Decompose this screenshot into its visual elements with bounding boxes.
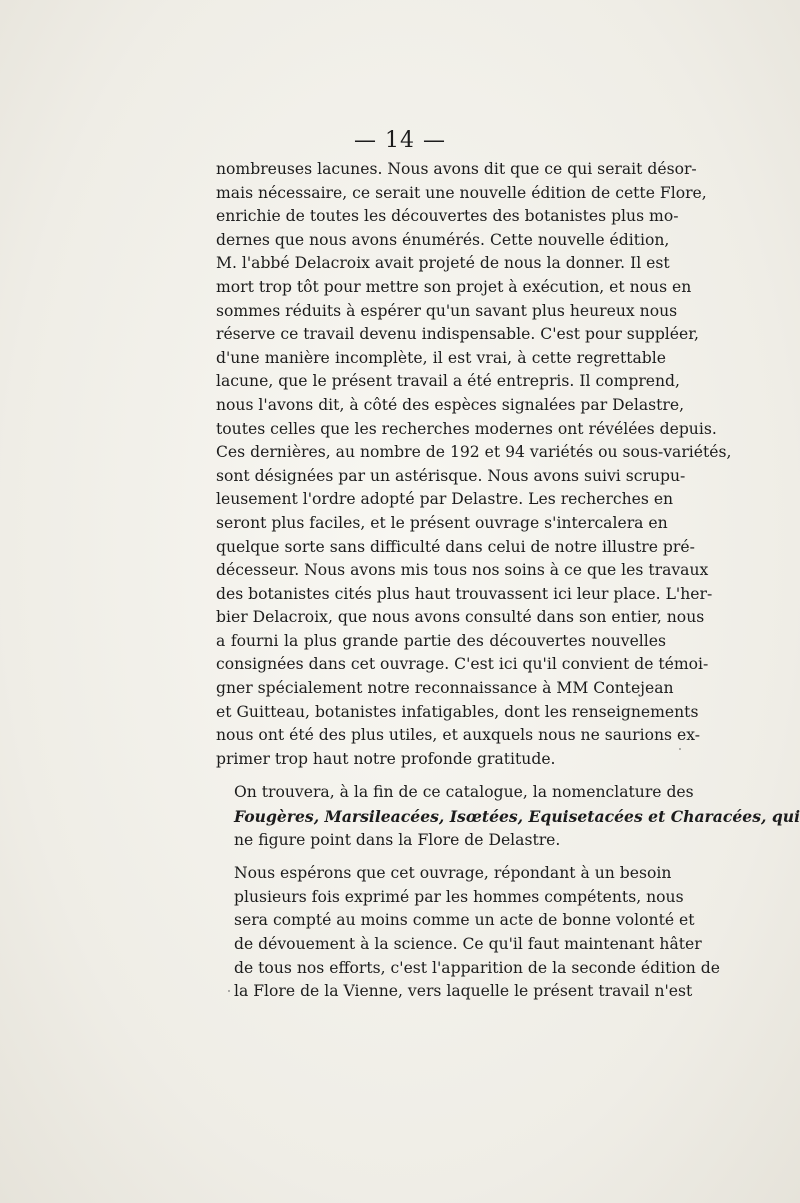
text-line: mais nécessaire, ce serait une nouvelle édition de cette Flore, (216, 183, 707, 202)
text-line: de dévouement à la science. Ce qu'il faut maintenant hâter (234, 935, 702, 953)
text-line: sera compté au moins comme un acte de bonne volonté et (234, 911, 695, 930)
text-line: a fourni la plus grande partie des découvertes nouvelles (216, 631, 666, 650)
text-line: nous ont été des plus utiles, et auxquels nous ne saurions ex- (216, 726, 700, 745)
text-line: quelque sorte sans difficulté dans celui de notre illustre pré- (216, 537, 695, 556)
page-number: — 14 — (354, 128, 446, 153)
text-line: leusement l'ordre adopté par Delastre. Les recherches en (216, 490, 674, 509)
text-line: mort trop tôt pour mettre son projet à exécution, et nous en (216, 277, 692, 296)
text-line: On trouvera, à la fin de ce catalogue, la nomenclature des (234, 783, 694, 802)
text-line: dernes que nous avons énumérés. Cette nouvelle édition, (216, 230, 670, 249)
text-line: de tous nos efforts, c'est l'apparition de la seconde édition de (234, 958, 720, 977)
text-line: Ces dernières, au nombre de 192 et 94 variétés ou sous-variétés, (216, 443, 732, 462)
text-line: nous l'avons dit, à côté des espèces signalées par Delastre, (216, 395, 685, 414)
text-line: enrichie de toutes les découvertes des botanistes plus mo- (216, 207, 679, 226)
text-line: ne figure point dans la Flore de Delastre. (234, 830, 561, 849)
paragraph-2 (216, 781, 800, 852)
text-line: des botanistes cités plus haut trouvassent ici leur place. L'her- (216, 584, 713, 603)
text-line: consignées dans cet ouvrage. C'est ici qu'il convient de témoi- (216, 655, 709, 674)
text-line: primer trop haut notre profonde gratitude. (216, 749, 556, 768)
text-line: décesseur. Nous avons mis tous nos soins à ce que les travaux (216, 561, 709, 580)
text-line: M. l'abbé Delacroix avait projeté de nous la donner. Il est (216, 254, 670, 273)
text-line: nombreuses lacunes. Nous avons dit que ce qui serait désor- (216, 160, 697, 178)
text-line: lacune, que le présent travail a été entrepris. Il comprend, (216, 372, 680, 391)
text-line: plusieurs fois exprimé par les hommes compétents, nous (234, 887, 684, 906)
text-line: toutes celles que les recherches modernes ont révélées depuis. (216, 419, 717, 438)
text-line: seront plus faciles, et le présent ouvrage s'intercalera en (216, 513, 668, 532)
text-line: et Guitteau, botanistes infatigables, dont les renseignements (216, 702, 699, 721)
text-line: la Flore de la Vienne, vers laquelle le présent travail n'est (234, 982, 693, 1001)
text-line: sont désignées par un astérisque. Nous avons suivi scrupu- (216, 466, 686, 485)
paragraph-3 (216, 862, 720, 1004)
ink-speck (679, 748, 681, 750)
text-line: réserve ce travail devenu indispensable. C'est pour suppléer, (216, 325, 699, 344)
text-line: bier Delacroix, que nous avons consulté dans son entier, nous (216, 608, 705, 627)
paragraph-1 (216, 158, 732, 771)
body-text (216, 158, 800, 1004)
ink-speck (228, 990, 230, 992)
text-line: gner spécialement notre reconnaissance à MM Contejean (216, 679, 674, 698)
text-line: Nous espérons que cet ouvrage, répondant à un besoin (234, 864, 672, 883)
text-line: sommes réduits à espérer qu'un savant plus heureux nous (216, 301, 678, 320)
text-line: d'une manière incomplète, il est vrai, à cette regrettable (216, 348, 666, 367)
text-line-families: Fougères, Marsileacées, Isœtées, Equisetacées et Characées, qui (234, 807, 800, 827)
